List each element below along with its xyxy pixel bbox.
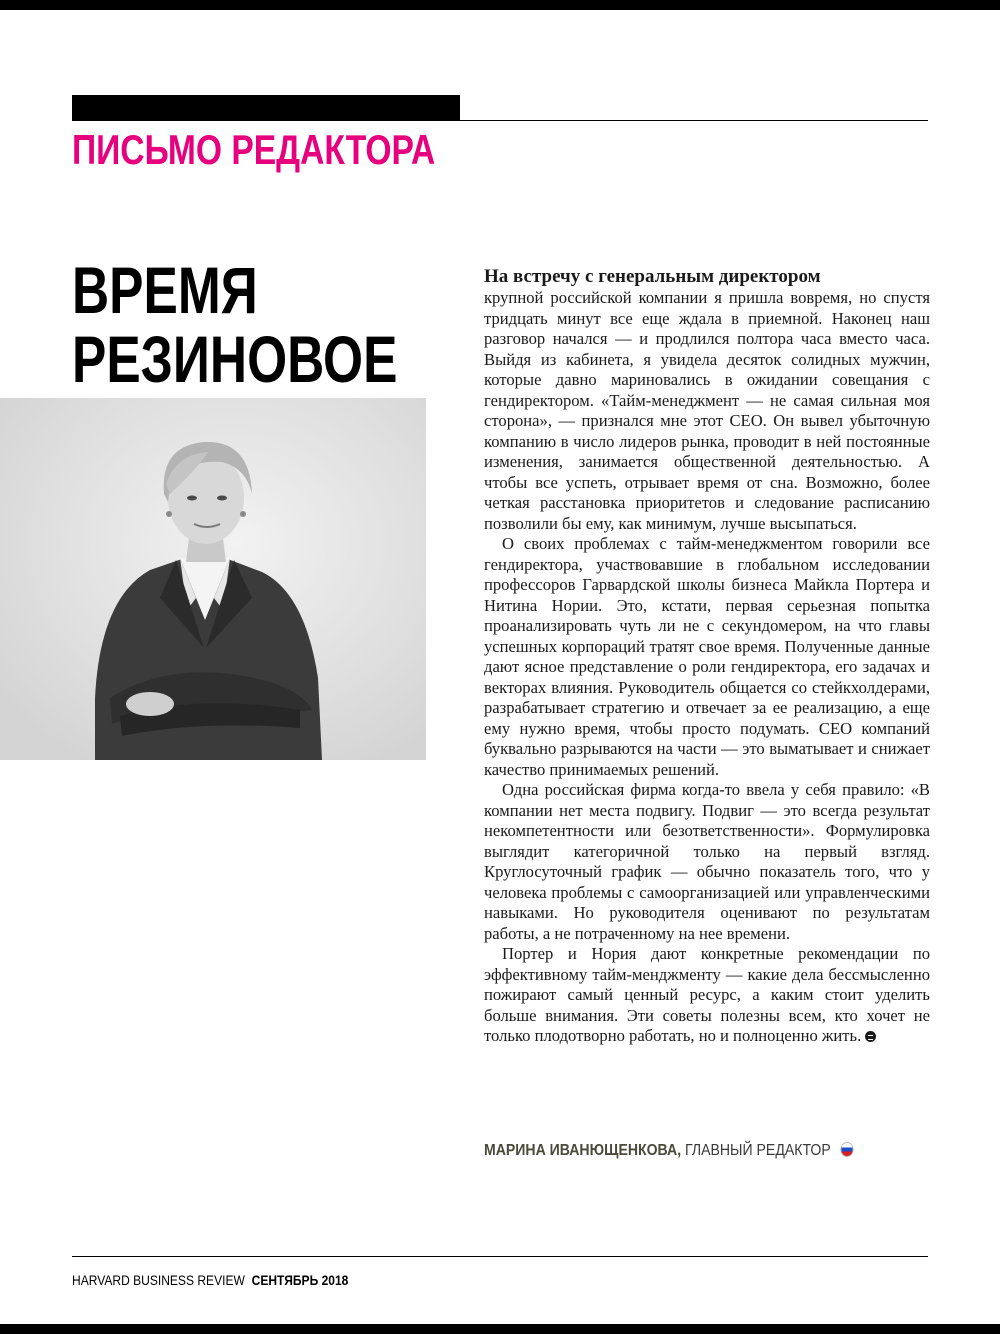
section-title: ПИСЬМО РЕДАКТОРА (72, 126, 436, 173)
editor-signature (484, 1142, 853, 1160)
article-paragraph-1-text: крупной российской компании я пришла вовремя, но спустя тридцать минут все еще ждала в приемной. Наконец наш разговор начался — и продлился полтора часа вместо часа. Выйдя из кабинета, я увидела десяток солидных мужчин, которые давно мариновались в ожидании совещания с гендиректором. «Тайм-менеджмент — не самая сильная моя сторона», — признался мне этот CEO. Он вывел убыточную компанию в число лидеров рынка, проводит в ней постоянные изменения, занимается общественной деятельностью. А чтобы все успеть, отрывает время от сна. Возможно, более четкая расстановка приоритетов и следование расписанию позволили бы ему, как минимум, лучше высыпаться. (484, 288, 930, 533)
article-lead: На встречу с генеральным директором (484, 266, 821, 287)
footer-rule (72, 1256, 928, 1257)
footer-issue: СЕНТЯБРЬ 2018 (251, 1272, 349, 1288)
page-footer (72, 1272, 348, 1288)
editor-portrait-photo (0, 398, 426, 760)
section-header-bar (72, 95, 460, 121)
end-of-article-icon (865, 1031, 876, 1042)
section-header-rule (460, 120, 928, 121)
russian-flag-icon (840, 1142, 853, 1157)
headline-line-2: РЕЗИНОВОЕ (72, 322, 398, 396)
article-paragraph-1 (484, 266, 930, 534)
bottom-edge-bar (0, 1324, 1000, 1334)
article-paragraph-2: О своих проблемах с тайм-менеджментом говорили все гендиректора, участвовавшие в глобальном исследовании профессоров Гарвардской школы бизнеса Майкла Портера и Нитина Нории. Это, кстати, первая серьезная попытка проанализировать чуть ли не с секундомером, на что главы успешных корпораций тратят свое время. Полученные данные дают ясное представление о роли гендиректора, его задачах и векторах влияния. Руководитель общается со стейкхолдерами, разрабатывает стратегию и отвечает за ее реализацию, а еще ему нужно время, чтобы просто подумать. CEO компаний буквально разрываются на части — это выматывает и снижает качество принимаемых решений. (484, 534, 930, 779)
editor-role: ГЛАВНЫЙ РЕДАКТОР (685, 1142, 831, 1159)
article-paragraph-4-text: Портер и Нория дают конкретные рекомендации по эффективному тайм-менджменту — какие дела бессмысленно пожирают самый ценный ресурс, а каким стоит уделить больше внимания. Эти советы полезны всем, кто хочет не только плодотворно работать, но и полноценно жить. (484, 944, 930, 1045)
editor-name: МАРИНА ИВАНЮЩЕНКОВА, (484, 1142, 682, 1159)
article-paragraph-4 (484, 944, 930, 1047)
article-body (484, 266, 930, 1047)
top-edge-bar (0, 0, 1000, 10)
headline-line-1: ВРЕМЯ (72, 253, 258, 327)
headline (72, 253, 398, 396)
article-paragraph-3: Одна российская фирма когда-то ввела у себя правило: «В компании нет места подвигу. Подвиг — это всегда результат некомпетентности или безответственности». Формулировка выглядит категоричной только на первый взгляд. Круглосуточный график — обычно показатель того, что у человека проблемы с самоорганизацией или управленческими навыками. Но руководителя оценивают по результатам работы, а не потраченному на нее времени. (484, 780, 930, 943)
footer-magazine: HARVARD BUSINESS REVIEW (72, 1272, 245, 1288)
editor-portrait-icon (0, 398, 426, 760)
